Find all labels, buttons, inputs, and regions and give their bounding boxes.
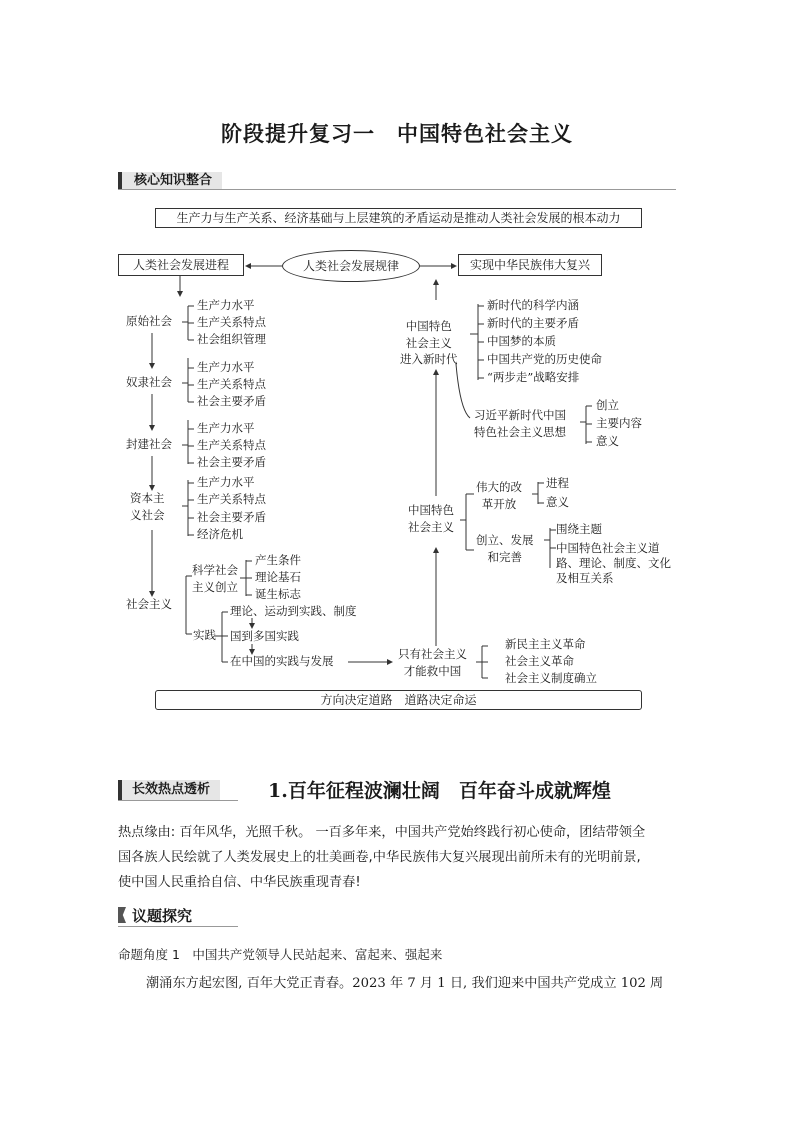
slave-society: 奴隶社会 — [126, 375, 172, 389]
feudal-society: 封建社会 — [126, 437, 172, 451]
fundamental-force-box: 生产力与生产关系、经济基础与上层建筑的矛盾运动是推动人类社会发展的根本动力 — [155, 208, 642, 228]
sci-line2: 主义创立 — [192, 579, 238, 594]
para-line: 使中国人民重拾自信、中华民族重现青春! — [118, 875, 361, 890]
list-item: 社会主要矛盾 — [197, 394, 266, 408]
right-head-box: 实现中华民族伟大复兴 — [458, 254, 602, 276]
new-era-line1: 中国特色 — [405, 319, 452, 333]
list-item: 社会主义制度确立 — [505, 671, 597, 685]
xi-line2: 特色社会主义思想 — [474, 424, 566, 439]
direction-box: 方向决定道路 道路决定命运 — [155, 690, 642, 710]
topic-heading — [118, 906, 192, 926]
divider — [118, 926, 238, 927]
page-title: 阶段提升复习一 中国特色社会主义 — [221, 121, 573, 146]
list-item: 新时代的主要矛盾 — [487, 316, 579, 330]
cs-line2: 社会主义 — [408, 519, 454, 534]
new-era-line3: 进入新时代 — [400, 352, 458, 367]
only-socialism — [398, 646, 467, 679]
section-heading: 1.百年征程波澜壮阔 百年奋斗成就辉煌 — [268, 780, 611, 802]
list-item: 生产关系特点 — [197, 377, 266, 391]
xi-thought — [474, 407, 566, 440]
body-text: 潮涌东方起宏图, 百年大党正青春。2023 年 7 月 1 日, 我们迎来中国共产党成立 102 周 — [146, 976, 664, 991]
reform-line1: 伟大的改 — [476, 480, 522, 494]
left-head-box: 人类社会发展进程 — [118, 254, 244, 276]
reform-opening — [476, 479, 522, 512]
list-item: 创立 — [596, 398, 619, 412]
list-item: 生产关系特点 — [197, 492, 266, 506]
socialism-chinese — [408, 502, 454, 535]
divider — [118, 800, 238, 801]
found-line1: 创立、发展 — [476, 533, 534, 547]
cs-line1: 中国特色 — [408, 503, 454, 517]
socialism: 社会主义 — [126, 597, 172, 611]
list-item: 国到多国实践 — [230, 629, 299, 643]
new-era-line2: 社会主义 — [405, 335, 452, 350]
scientific-socialism — [192, 562, 238, 595]
only-line2: 才能救中国 — [403, 663, 462, 678]
only-line1: 只有社会主义 — [398, 647, 467, 661]
capitalist-line1: 资本主 — [130, 491, 165, 505]
reform-line2: 革开放 — [481, 496, 517, 511]
list-item: 经济危机 — [197, 527, 243, 541]
para-line: 热点缘由: 百年风华，光照千秋。 一百多年来，中国共产党始终践行初心使命，团结带领全 — [118, 825, 646, 840]
list-item: 社会主要矛盾 — [197, 455, 266, 469]
hotspot-tag: 长效热点透析 — [118, 780, 220, 800]
xi-line1: 习近平新时代中国 — [474, 408, 566, 422]
section-label: 核心知识整合 — [118, 172, 222, 190]
list-item: 意义 — [546, 495, 569, 509]
list-item: 社会主义革命 — [505, 654, 574, 668]
list-item: 意义 — [596, 434, 619, 448]
list-item: 及相互关系 — [556, 571, 614, 585]
list-item: 社会主要矛盾 — [197, 510, 266, 524]
proposition-angle: 命题角度 1 中国共产党领导人民站起来、富起来、强起来 — [118, 947, 443, 962]
list-item: 理论、运动到实践、制度 — [230, 604, 357, 618]
list-item: 中国特色社会主义道 — [556, 541, 660, 555]
list-item: 生产力水平 — [197, 360, 255, 374]
sci-line1: 科学社会 — [192, 563, 238, 577]
list-item: 路、理论、制度、文化 — [556, 556, 671, 570]
list-item: 新民主主义革命 — [505, 637, 586, 651]
found-develop — [476, 532, 534, 565]
list-item: 主要内容 — [596, 416, 642, 430]
topic-label: 议题探究 — [132, 907, 193, 925]
center-ellipse: 人类社会发展规律 — [282, 250, 420, 282]
practice: 实践 — [193, 628, 216, 642]
list-item: 产生条件 — [255, 553, 301, 567]
list-item: 生产关系特点 — [197, 438, 266, 452]
primitive-society: 原始社会 — [126, 314, 172, 328]
list-item: 生产力水平 — [197, 421, 255, 435]
para-line: 国各族人民绘就了人类发展史上的壮美画卷,中华民族伟大复兴展现出前所未有的光明前景, — [118, 850, 641, 865]
list-item: 生产力水平 — [197, 298, 255, 312]
list-item: “两步走”战略安排 — [487, 370, 580, 384]
list-item: 中国共产党的历史使命 — [487, 352, 602, 366]
found-line2: 和完善 — [487, 549, 522, 564]
list-item: 生产关系特点 — [197, 315, 266, 329]
list-item: 中国梦的本质 — [487, 334, 556, 348]
list-item: 理论基石 — [255, 570, 301, 584]
list-item: 进程 — [546, 476, 569, 490]
list-item: 社会组织管理 — [197, 332, 266, 346]
list-item: 生产力水平 — [197, 475, 255, 489]
capitalist-society — [130, 490, 165, 523]
marker-icon — [118, 907, 126, 923]
hotspot-paragraph — [118, 820, 678, 895]
list-item: 新时代的科学内涵 — [487, 298, 579, 312]
list-item: 诞生标志 — [255, 587, 301, 601]
list-item: 在中国的实践与发展 — [230, 654, 334, 668]
new-era — [400, 318, 458, 368]
capitalist-line2: 义社会 — [130, 507, 165, 522]
list-item: 围绕主题 — [556, 522, 602, 536]
